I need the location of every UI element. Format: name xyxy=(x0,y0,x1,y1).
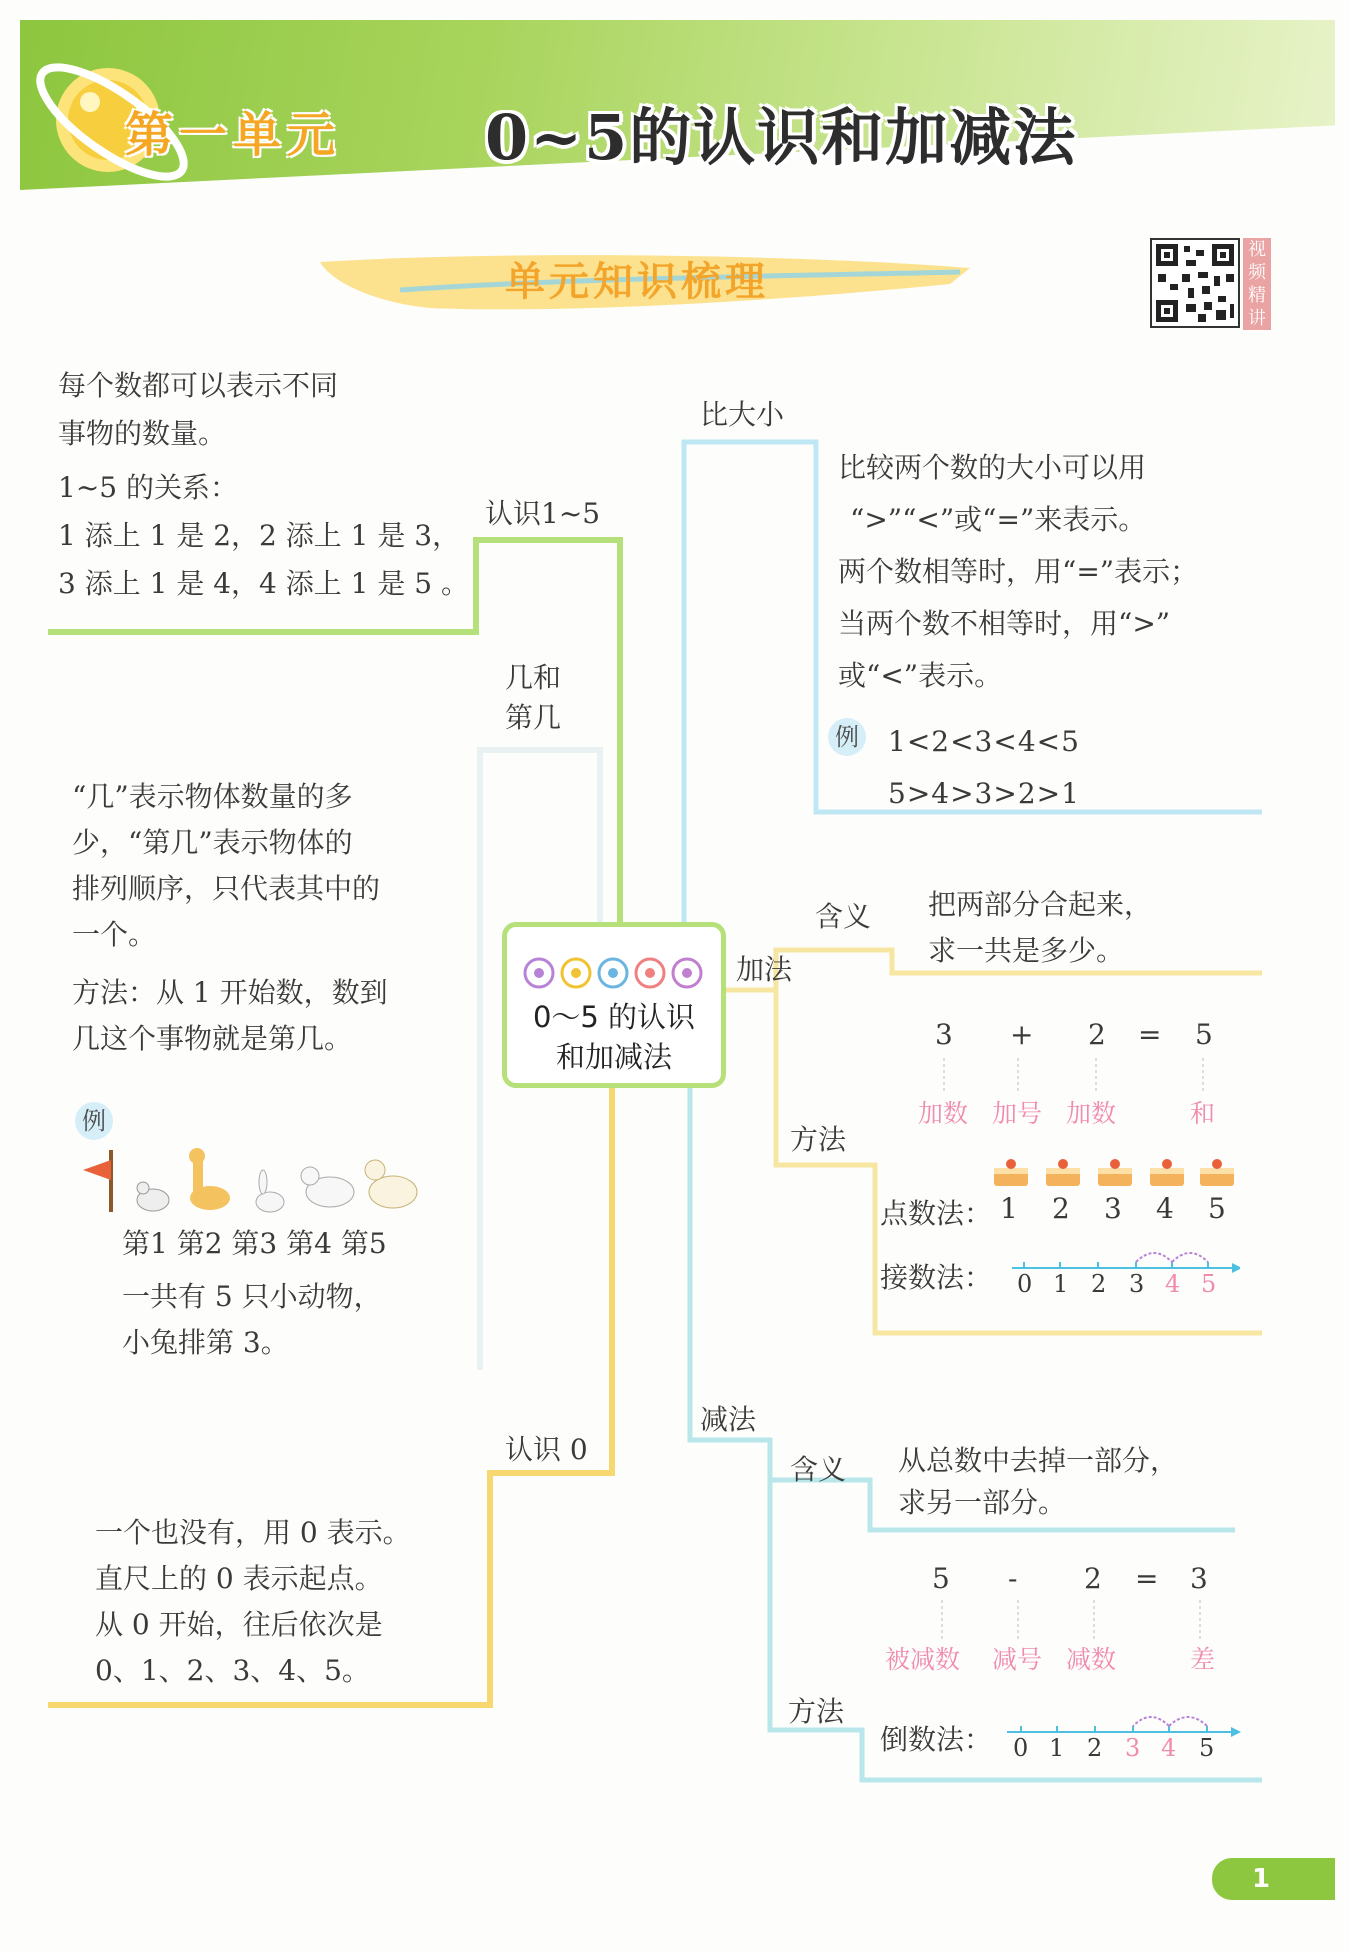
branch-label-recognize-0: 认识 0 xyxy=(505,1433,588,1466)
term-name: 减号 xyxy=(992,1645,1043,1674)
equation-term: 5 xyxy=(932,1562,950,1595)
subtraction-meaning-label: 含义 xyxy=(790,1453,847,1486)
text-line: 或“<”表示。 xyxy=(838,659,1003,692)
recognize-1-5-text xyxy=(58,362,498,608)
count-back-label: 倒数法： xyxy=(880,1723,993,1756)
dot-number: 1 xyxy=(1000,1192,1018,1225)
addition-meaning-label: 含义 xyxy=(815,900,872,933)
term-name: 被减数 xyxy=(885,1645,961,1674)
dot-method-label: 点数法： xyxy=(880,1197,993,1230)
equation-term: + xyxy=(1010,1018,1034,1051)
text-line: 从总数中去掉一部分， xyxy=(898,1444,1179,1477)
example-answer xyxy=(122,1274,382,1366)
text-line: 少，“第几”表示物体的 xyxy=(72,826,353,859)
subtraction-meaning-text xyxy=(898,1440,1178,1524)
number-line-tick: 5 xyxy=(1201,1270,1217,1298)
dot-number: 3 xyxy=(1104,1192,1122,1225)
flower-row-icon xyxy=(521,953,707,993)
center-node-line1: 0～5 的认识 xyxy=(532,1000,696,1034)
text-line: 求一共是多少。 xyxy=(928,934,1125,967)
text-line: 当两个数不相等时，用“>” xyxy=(838,607,1171,640)
text-line: 排列顺序，只代表其中的 xyxy=(72,872,381,905)
equation-term: = xyxy=(1135,1562,1159,1595)
page-number: 1 xyxy=(1212,1858,1335,1900)
number-line-tick: 0 xyxy=(1013,1734,1029,1762)
number-line-tick: 4 xyxy=(1165,1270,1181,1298)
label-line: 第几 xyxy=(505,701,562,734)
number-line-tick: 5 xyxy=(1199,1734,1215,1762)
text-line: 方法：从 1 开始数，数到 xyxy=(72,976,388,1009)
equation-term: 3 xyxy=(1190,1562,1208,1595)
center-node-line2: 和加减法 xyxy=(555,1040,672,1074)
text-line: 直尺上的 0 表示起点。 xyxy=(95,1562,383,1595)
text-line: 事物的数量。 xyxy=(58,417,227,450)
subtraction-method-label: 方法 xyxy=(788,1695,845,1728)
number-line-tick: 0 xyxy=(1017,1270,1033,1298)
term-name: 加数 xyxy=(918,1099,969,1128)
example-badge: 例 xyxy=(828,718,866,756)
equation-leader-lines xyxy=(930,1058,1220,1094)
label-line: 几和 xyxy=(505,661,562,694)
equation-term: 2 xyxy=(1084,1562,1102,1595)
text-line: 小兔排第 3。 xyxy=(122,1326,289,1359)
center-node xyxy=(502,922,726,1088)
text-line: 把两部分合起来， xyxy=(928,888,1153,921)
text-line: 从 0 开始，往后依次是 xyxy=(95,1608,383,1641)
text-line: 每个数都可以表示不同 xyxy=(58,369,339,402)
compare-text xyxy=(838,442,1258,702)
branch-label-addition: 加法 xyxy=(736,953,793,986)
unit-label: 第一单元 xyxy=(125,107,342,163)
dot-number: 2 xyxy=(1052,1192,1070,1225)
number-line-tick: 3 xyxy=(1125,1734,1141,1762)
text-line: 1~5 的关系： xyxy=(58,471,238,504)
text-line: 3 添上 1 是 4，4 添上 1 是 5 。 xyxy=(58,567,469,600)
term-name: 减数 xyxy=(1066,1645,1117,1674)
recognize-0-text xyxy=(95,1510,411,1694)
text-line: 求另一部分。 xyxy=(898,1486,1067,1519)
qr-caption: 视频精讲 xyxy=(1243,238,1271,330)
text-line: 1<2<3<4<5 xyxy=(888,725,1080,758)
count-on-label: 接数法： xyxy=(880,1261,993,1294)
branch-label-how-many xyxy=(505,658,561,738)
addition-meaning-text xyxy=(928,882,1152,974)
equation-leader-lines xyxy=(920,1600,1220,1644)
dot-number: 4 xyxy=(1156,1192,1174,1225)
number-line-tick: 1 xyxy=(1053,1270,1069,1298)
text-line: 两个数相等时，用“=”表示； xyxy=(838,555,1199,588)
text-line: 一共有 5 只小动物， xyxy=(122,1280,382,1313)
number-line-tick: 4 xyxy=(1161,1734,1177,1762)
text-line: 0、1、2、3、4、5。 xyxy=(95,1654,370,1687)
branch-label-subtraction: 减法 xyxy=(700,1403,757,1436)
compare-example xyxy=(888,716,1080,820)
branch-label-compare: 比大小 xyxy=(700,398,785,431)
branch-label-recognize-1-5: 认识1~5 xyxy=(485,497,601,530)
number-line-tick: 2 xyxy=(1087,1734,1103,1762)
equation-term: - xyxy=(1008,1562,1018,1595)
text-line: “>”“<”或“=”来表示。 xyxy=(850,503,1147,536)
text-line: 比较两个数的大小可以用 xyxy=(838,451,1147,484)
page-title: 0~5的认识和加减法 xyxy=(485,101,1078,174)
term-name: 加号 xyxy=(992,1099,1043,1128)
number-line-tick: 2 xyxy=(1091,1270,1107,1298)
dot-number: 5 xyxy=(1208,1192,1226,1225)
equation-term: 5 xyxy=(1195,1018,1213,1051)
section-title: 单元知识梳理 xyxy=(505,259,769,305)
equation-term: 3 xyxy=(935,1018,953,1051)
term-name: 和 xyxy=(1190,1099,1216,1128)
addition-method-label: 方法 xyxy=(790,1123,847,1156)
term-name: 加数 xyxy=(1066,1099,1117,1128)
term-name: 差 xyxy=(1190,1645,1216,1674)
text-line: 几这个事物就是第几。 xyxy=(72,1022,353,1055)
equation-term: = xyxy=(1138,1018,1162,1051)
how-many-text xyxy=(72,774,472,1062)
text-line: 一个也没有，用 0 表示。 xyxy=(95,1516,411,1549)
animals-row-illustration xyxy=(75,1140,435,1220)
text-line: 1 添上 1 是 2，2 添上 1 是 3， xyxy=(58,519,461,552)
text-line: 5>4>3>2>1 xyxy=(888,777,1080,810)
positions-label: 第1 第2 第3 第4 第5 xyxy=(122,1227,387,1260)
example-badge: 例 xyxy=(75,1102,113,1140)
text-line: 一个。 xyxy=(72,918,157,951)
equation-term: 2 xyxy=(1088,1018,1106,1051)
number-line-tick: 3 xyxy=(1129,1270,1145,1298)
cakes-row-illustration xyxy=(990,1154,1240,1190)
text-line: “几”表示物体数量的多 xyxy=(72,780,353,813)
number-line-tick: 1 xyxy=(1049,1734,1065,1762)
